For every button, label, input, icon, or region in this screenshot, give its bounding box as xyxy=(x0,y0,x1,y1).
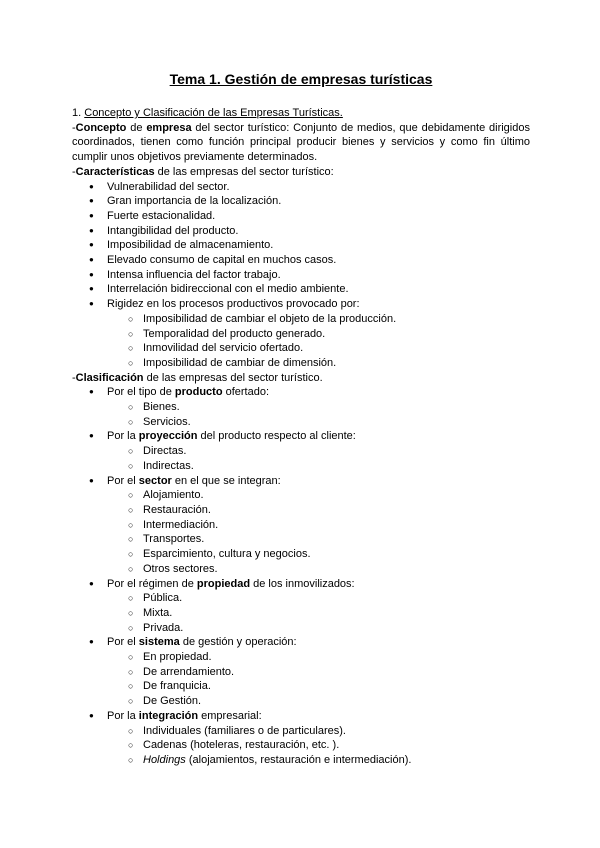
text: empresarial: xyxy=(198,709,262,722)
sublist-item: ○ Imposibilidad de cambiar de dimensión. xyxy=(72,356,530,371)
sublist-item: ○ De Gestión. xyxy=(72,694,530,709)
text: Por el xyxy=(107,636,139,649)
dash: - xyxy=(72,165,76,178)
text: Por la xyxy=(107,430,139,443)
sublist-item: ○ Alojamiento. xyxy=(72,488,530,503)
sublist-item: ○ De franquicia. xyxy=(72,679,530,694)
caracteristicas-heading xyxy=(72,165,530,180)
sublist-item: ○ De arrendamiento. xyxy=(72,665,530,680)
caracteristicas-list xyxy=(72,180,530,371)
clasificacion-group-integracion xyxy=(72,709,530,768)
text: Por la xyxy=(107,709,139,722)
sublist-item: ○ Otros sectores. xyxy=(72,562,530,577)
sublist-item: ○ Inmovilidad del servicio ofertado. xyxy=(72,341,530,356)
sublist-item: ○ Intermediación. xyxy=(72,518,530,533)
sublist-item: ○ Imposibilidad de cambiar el objeto de la producción. xyxy=(72,312,530,327)
clasificacion-group-proyeccion xyxy=(72,429,530,473)
text: en el que se integran: xyxy=(171,474,281,487)
sublist-item: ○ Restauración. xyxy=(72,503,530,518)
sublist-item: ○ Pública. xyxy=(72,591,530,606)
sublist xyxy=(107,650,530,709)
text: de los inmovilizados: xyxy=(250,577,355,590)
rigidez-label: Rigidez en los procesos productivos provocado por: xyxy=(107,298,360,311)
text: ofertado: xyxy=(222,386,270,399)
clasificacion-heading xyxy=(72,371,530,386)
empresa-term: empresa xyxy=(146,121,192,134)
rigidez-sublist xyxy=(107,312,530,371)
clasificacion-list xyxy=(72,385,530,767)
list-item: ● Fuerte estacionalidad. xyxy=(72,209,530,224)
clasificacion-group-producto xyxy=(72,385,530,429)
sublist-item-holdings xyxy=(72,753,530,768)
sublist-item: ○ Cadenas (hoteleras, restauración, etc. ). xyxy=(72,738,530,753)
sublist xyxy=(107,488,530,576)
sublist xyxy=(107,444,530,473)
key-term: sector xyxy=(138,474,172,487)
clasificacion-term: Clasificación xyxy=(75,371,144,384)
page-title: Tema 1. Gestión de empresas turísticas xyxy=(169,71,433,87)
concepto-paragraph xyxy=(72,121,530,165)
sublist-item: ○ Transportes. xyxy=(72,532,530,547)
section-heading-text: Concepto y Clasificación de las Empresas Turísticas. xyxy=(84,107,343,119)
list-item: ● Imposibilidad de almacenamiento. xyxy=(72,238,530,253)
caracteristicas-term: Características xyxy=(75,165,155,178)
text: de las empresas del sector turístico. xyxy=(143,371,323,384)
dash: - xyxy=(72,121,76,134)
sublist-item: ○ Mixta. xyxy=(72,606,530,621)
key-term: sistema xyxy=(138,636,180,649)
clasificacion-group-sector xyxy=(72,474,530,577)
sublist-item: ○ Directas. xyxy=(72,444,530,459)
text: (alojamientos, restauración e intermediación). xyxy=(185,753,412,766)
concepto-definition: del sector turístico: Conjunto de medios, que debidamente dirigidos coordinados, tienen como función principal producir bienes y servicios y como fin último cumplir unos objetivos previamente determinados. xyxy=(72,121,530,164)
text: de gestión y operación: xyxy=(179,636,297,649)
text: de las empresas del sector turístico: xyxy=(154,165,334,178)
sublist-item: ○ Servicios. xyxy=(72,415,530,430)
text: de xyxy=(126,121,147,134)
key-term: producto xyxy=(174,386,223,399)
text: Por el régimen de xyxy=(107,577,197,590)
list-item: ● Intensa influencia del factor trabajo. xyxy=(72,268,530,283)
document-page xyxy=(72,70,530,768)
key-term: integración xyxy=(138,709,199,722)
text: Por el xyxy=(107,474,139,487)
list-item: ● Gran importancia de la localización. xyxy=(72,194,530,209)
list-item: ● Elevado consumo de capital en muchos casos. xyxy=(72,253,530,268)
sublist-item: ○ Individuales (familiares o de particulares). xyxy=(72,724,530,739)
key-term: proyección xyxy=(138,430,198,443)
text: Por el tipo de xyxy=(107,386,175,399)
sublist-item: ○ Indirectas. xyxy=(72,459,530,474)
list-item: ● Intangibilidad del producto. xyxy=(72,224,530,239)
sublist xyxy=(107,400,530,429)
text: del producto respecto al cliente: xyxy=(197,430,356,443)
sublist-item: ○ Temporalidad del producto generado. xyxy=(72,327,530,342)
concepto-term: Concepto xyxy=(75,121,127,134)
list-item: ● Vulnerabilidad del sector. xyxy=(72,180,530,195)
sublist-item: ○ Bienes. xyxy=(72,400,530,415)
clasificacion-group-sistema xyxy=(72,635,530,709)
sublist-item: ○ Esparcimiento, cultura y negocios. xyxy=(72,547,530,562)
clasificacion-group-propiedad xyxy=(72,577,530,636)
key-term: propiedad xyxy=(196,577,251,590)
section-heading xyxy=(72,106,530,121)
dash: - xyxy=(72,371,76,384)
list-item: ● Interrelación bidireccional con el medio ambiente. xyxy=(72,282,530,297)
holdings-term: Holdings xyxy=(143,753,186,766)
section-number: 1. xyxy=(72,107,82,119)
sublist xyxy=(107,591,530,635)
list-item-rigidez xyxy=(72,297,530,371)
sublist-item: ○ Privada. xyxy=(72,621,530,636)
sublist-item: ○ En propiedad. xyxy=(72,650,530,665)
sublist xyxy=(107,724,530,768)
